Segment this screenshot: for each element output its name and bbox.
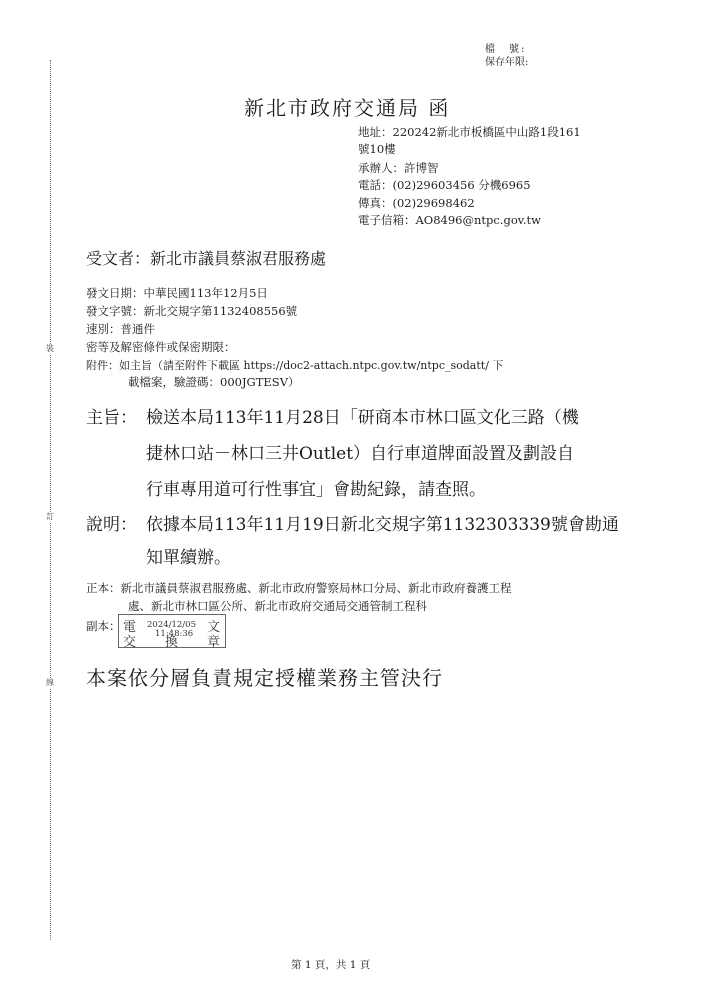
stamp-char-1: 電 bbox=[123, 620, 137, 635]
main-recipients-line-1: 正本：新北市議員蔡淑君服務處、新北市政府警察局林口分局、新北市政府養護工程 bbox=[86, 581, 512, 595]
stamp-char-4: 換 bbox=[165, 635, 179, 650]
stamp-char-5: 章 bbox=[207, 635, 221, 650]
secrecy-level: 密等及解密條件或保密期限： bbox=[86, 340, 236, 354]
subject-label: 主旨： bbox=[86, 408, 137, 428]
document-number: 發文字號：新北交規字第1132408556號 bbox=[86, 304, 298, 318]
attachment-line-2: 載檔案，驗證碼：000JGTESV） bbox=[128, 375, 300, 389]
fax: 傳真：(02)29698462 bbox=[358, 196, 475, 210]
subject-line-1: 檢送本局113年11月28日「研商本市林口區文化三路（機 bbox=[146, 408, 579, 428]
explanation-line-2: 知單續辦。 bbox=[146, 548, 231, 568]
subject-line-3: 行車專用道可行性事宜」會勘紀錄，請查照。 bbox=[146, 480, 486, 500]
retention-label: 保存年限: bbox=[485, 57, 529, 68]
page-number: 第 1 頁，共 1 頁 bbox=[291, 959, 371, 971]
explanation-line-1: 依據本局113年11月19日新北交規字第1132303339號會勘通 bbox=[146, 515, 619, 535]
delivery-speed: 速別：普通件 bbox=[86, 322, 155, 336]
binding-mark-xian: 線 bbox=[46, 678, 54, 687]
address-line-1: 地址：220242新北市板橋區中山路1段161 bbox=[358, 125, 581, 139]
handler: 承辦人：許博智 bbox=[358, 161, 439, 175]
stamp-char-2: 文 bbox=[207, 620, 221, 635]
binding-mark-zhuang: 裝 bbox=[46, 344, 54, 353]
phone: 電話：(02)29603456 分機6965 bbox=[358, 178, 531, 192]
issue-date: 發文日期：中華民國113年12月5日 bbox=[86, 286, 268, 300]
stamp-date: 2024/12/05 bbox=[147, 620, 196, 630]
main-recipients-line-2: 處、新北市林口區公所、新北市政府交通局交通管制工程科 bbox=[128, 599, 427, 613]
document-title: 新北市政府交通局 函 bbox=[244, 96, 451, 120]
attachment-line-1: 附件：如主旨（請至附件下載區 https://doc2-attach.ntpc.gov.tw/ntpc_sodatt/ 下 bbox=[86, 359, 504, 372]
electronic-exchange-stamp bbox=[118, 614, 226, 648]
stamp-char-3: 交 bbox=[123, 635, 137, 650]
authorization-statement: 本案依分層負責規定授權業務主管決行 bbox=[86, 666, 443, 690]
binding-mark-ding: 訂 bbox=[46, 512, 54, 521]
binding-line bbox=[50, 60, 51, 940]
copy-recipients-label: 副本： bbox=[86, 619, 121, 633]
explanation-label: 說明： bbox=[86, 515, 137, 535]
recipient: 受文者：新北市議員蔡淑君服務處 bbox=[86, 249, 327, 268]
address-line-2: 號10樓 bbox=[358, 142, 396, 156]
subject-line-2: 捷林口站－林口三井Outlet）自行車道牌面設置及劃設自 bbox=[146, 444, 575, 464]
email: 電子信箱：AO8496@ntpc.gov.tw bbox=[358, 213, 542, 227]
file-number-label: 檔 號: bbox=[485, 44, 527, 55]
stamp-time: 11:48:36 bbox=[155, 629, 194, 639]
